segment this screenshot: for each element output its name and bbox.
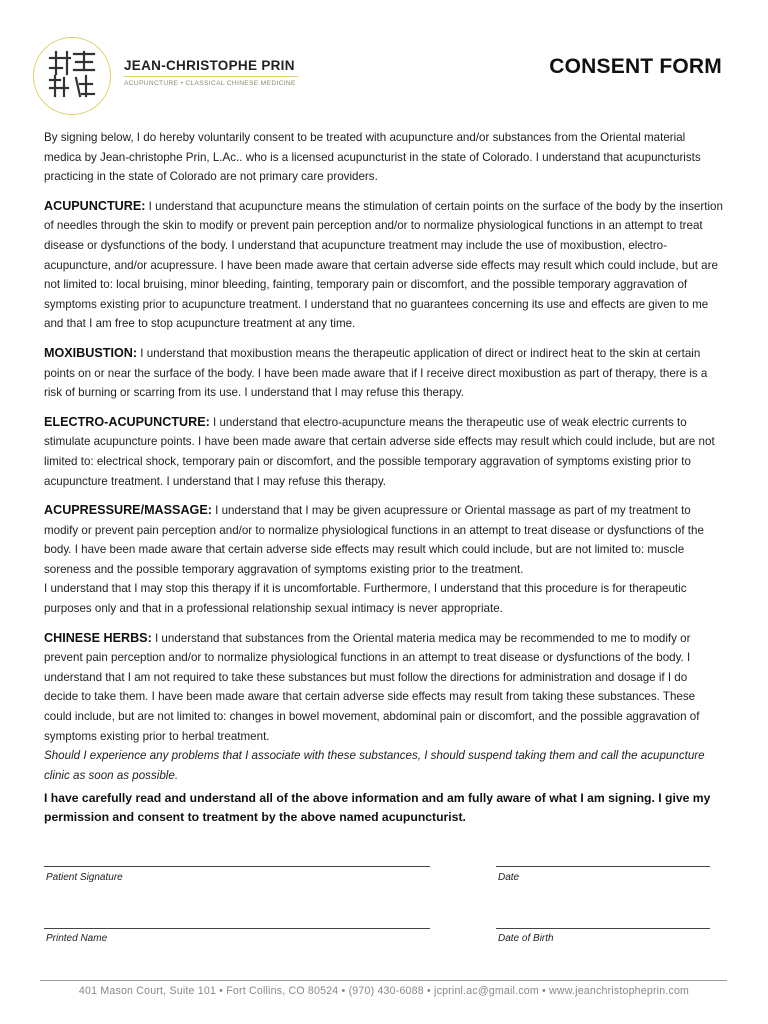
date-of-birth-label: Date of Birth <box>498 933 554 944</box>
brand-divider <box>124 76 298 77</box>
acupuncture-heading: ACUPUNCTURE: <box>44 198 146 213</box>
date-line[interactable] <box>496 866 710 867</box>
electro-heading: ELECTRO-ACUPUNCTURE: <box>44 414 210 429</box>
document-title: CONSENT FORM <box>549 55 722 78</box>
patient-signature-label: Patient Signature <box>46 872 123 883</box>
intro-paragraph: By signing below, I do hereby voluntarily consent to be treated with acupuncture and/or substances from the Oriental material medica by Jean-christophe Prin, L.Ac.. who is a licensed acupuncturist in the state of Colorado. I understand that acupuncturists practicing in the state of Colorado are not primary care providers. <box>44 131 701 184</box>
electro-paragraph <box>44 413 724 491</box>
printed-name-line[interactable] <box>44 928 430 929</box>
footer-contact: 401 Mason Court, Suite 101 • Fort Collins, CO 80524 • (970) 430-6088 • jcprinl.ac@gmail.com • www.jeanchristopheprin.com <box>78 985 690 997</box>
herbs-heading: CHINESE HERBS: <box>44 630 152 645</box>
consent-body <box>44 128 724 795</box>
herbs-paragraph <box>44 629 724 786</box>
date-of-birth-line[interactable] <box>496 928 710 929</box>
acupressure-text-2: I understand that I may stop this therapy if it is uncomfortable. Furthermore, I understand that this procedure is for therapeutic purposes only and that in a professional relationship sexual intimacy is never appropriate. <box>44 582 687 616</box>
brand-name: JEAN-CHRISTOPHE PRIN <box>124 58 295 73</box>
electro-text: I understand that electro-acupuncture means the therapeutic use of weak electric currents to stimulate acupuncture points. I have been made aware that certain adverse side effects may result which could include, but are not limited to: electrical shock, temporary pain or discomfort, and the possible temporary aggravation of symptoms existing prior to acupuncture treatment. I understand that I may refuse this therapy. <box>44 415 715 488</box>
footer-divider <box>40 980 727 981</box>
date-label: Date <box>498 872 520 883</box>
brand-subtitle: ACUPUNCTURE • CLASSICAL CHINESE MEDICINE <box>124 80 296 87</box>
acupressure-paragraph <box>44 501 724 619</box>
moxibustion-paragraph <box>44 344 724 403</box>
chinese-characters-logo-icon <box>46 48 98 100</box>
acupressure-text: I understand that I may be given acupressure or Oriental massage as part of my treatment to modify or prevent pain perception and/or to normalize physiological functions in an attempt to treat disease or dysfunctions of the body. I have been made aware that certain adverse side effects may result which could include, but are not limited to: muscle soreness and the possible temporary aggravation of symptoms existing prior to the treatment. <box>44 504 704 576</box>
moxibustion-text: I understand that moxibustion means the therapeutic application of direct or indirect heat to the skin at certain points on or near the surface of the body. I have been made aware that if I receive direct moxibustion as part of therapy, there is a risk of burning or scarring from its use. I understand that I may refuse this therapy. <box>44 346 708 400</box>
patient-signature-line[interactable] <box>44 866 430 867</box>
moxibustion-heading: MOXIBUSTION: <box>44 345 138 360</box>
herbs-warning: Should I experience any problems that I associate with these substances, I should suspend taking them and call the acupuncture clinic as soon as possible. <box>44 749 705 782</box>
printed-name-label: Printed Name <box>46 933 108 944</box>
acupuncture-text: I understand that acupuncture means the stimulation of certain points on the surface of the body by the insertion of needles through the skin to modify or prevent pain perception and/or to normalize physiological functions in an attempt to treat disease or dysfunctions of the body. I understand that acupuncture treatment may include the use of moxibustion, electro-acupuncture, and/or acupressure. I have been made aware that certain adverse side effects may result which could include, but are not limited to: local bruising, minor bleeding, fainting, temporary pain or discomfort, and the possible temporary aggravation of symptoms existing prior to acupuncture treatment. I understand that no guarantees concerning its use and effects are given to me and that I am free to stop acupuncture treatment at any time. <box>44 199 723 331</box>
final-statement: I have carefully read and understand all of the above information and am fully aware of what I am signing. I give my permission and consent to treatment by the above named acupuncturist. <box>44 791 711 824</box>
acupressure-heading: ACUPRESSURE/MASSAGE: <box>44 503 212 518</box>
acupuncture-paragraph <box>44 197 724 334</box>
herbs-text: I understand that substances from the Oriental materia medica may be recommended to me to modify or prevent pain perception and/or to normalize physiological functions in an attempt to treat disease or dysfunctions of the body. I understand that I am not required to take these substances but must follow the directions for administration and dosage if I do decide to take them. I have been made aware that certain adverse side effects may result from taking these substances. These could include, but are not limited to: changes in bowel movement, abdominal pain or discomfort, and the possible aggravation of symptoms existing prior to herbal treatment. <box>44 631 700 743</box>
